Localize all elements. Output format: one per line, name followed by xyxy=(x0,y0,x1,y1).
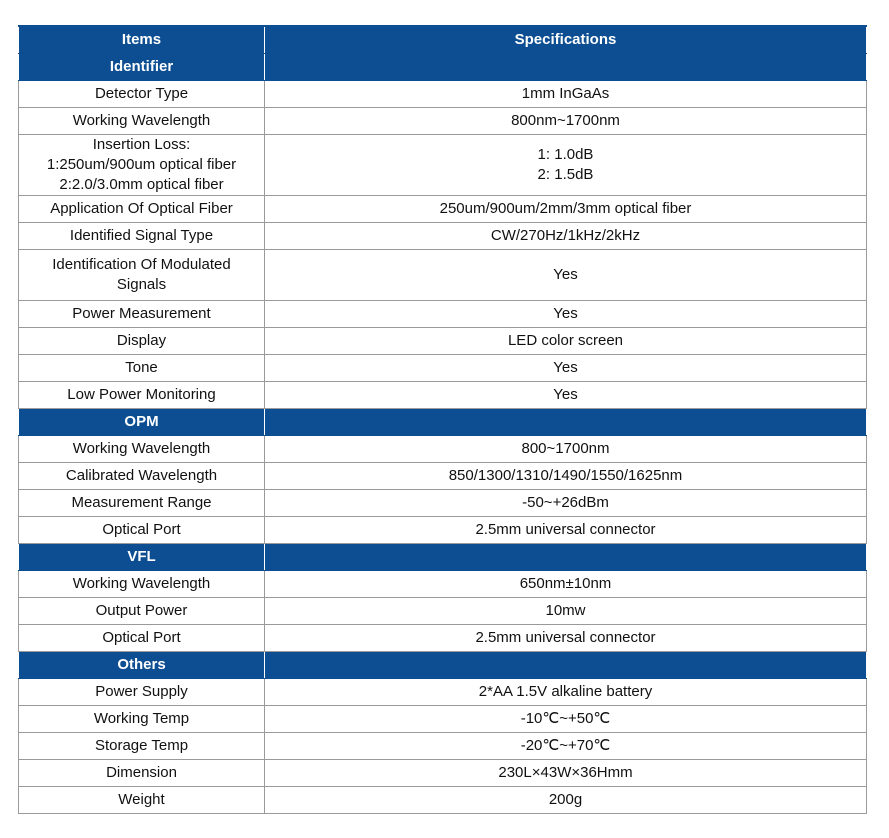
spec-text: Yes xyxy=(553,359,578,376)
item-text: Working Wavelength xyxy=(72,112,211,129)
table-row xyxy=(19,382,867,409)
table-row xyxy=(19,301,867,328)
table-row xyxy=(19,436,867,463)
spec-text: 1: 1.0dB xyxy=(537,146,594,163)
section-header-row xyxy=(19,54,867,81)
section-title: OPM xyxy=(19,409,265,436)
spec-cell xyxy=(265,598,867,625)
item-cell xyxy=(19,382,265,409)
item-text: Identified Signal Type xyxy=(69,227,214,244)
item-cell xyxy=(19,196,265,223)
item-text: Identification Of Modulated xyxy=(52,256,231,273)
spec-text: 230L×43W×36Hmm xyxy=(498,764,633,781)
table-row xyxy=(19,625,867,652)
table-row xyxy=(19,706,867,733)
item-cell xyxy=(19,463,265,490)
spec-cell xyxy=(265,625,867,652)
spec-text: Yes xyxy=(553,266,578,283)
items-column-header: Items xyxy=(19,26,265,54)
item-cell xyxy=(19,81,265,108)
spec-cell xyxy=(265,436,867,463)
spec-text: 2*AA 1.5V alkaline battery xyxy=(478,683,653,700)
spec-text: 800~1700nm xyxy=(521,440,610,457)
spec-cell xyxy=(265,706,867,733)
section-header-filler xyxy=(265,544,867,571)
spec-cell xyxy=(265,196,867,223)
item-text: Working Wavelength xyxy=(72,575,211,592)
spec-cell xyxy=(265,355,867,382)
item-text: Storage Temp xyxy=(94,737,189,754)
spec-text: -10℃~+50℃ xyxy=(520,710,611,727)
item-cell xyxy=(19,250,265,301)
table-row xyxy=(19,760,867,787)
item-text: Measurement Range xyxy=(71,494,212,511)
item-text: Optical Port xyxy=(102,629,181,646)
spec-text: 650nm±10nm xyxy=(519,575,612,592)
table-row xyxy=(19,250,867,301)
spec-text: 800nm~1700nm xyxy=(511,112,620,129)
item-cell xyxy=(19,328,265,355)
item-cell xyxy=(19,679,265,706)
table-row xyxy=(19,787,867,814)
spec-text: -20℃~+70℃ xyxy=(520,737,611,754)
table-row xyxy=(19,355,867,382)
item-text: Power Measurement xyxy=(72,305,211,322)
item-text: Signals xyxy=(116,276,167,293)
item-text: Insertion Loss: xyxy=(92,136,191,153)
spec-cell xyxy=(265,490,867,517)
item-cell xyxy=(19,135,265,196)
section-header-row xyxy=(19,544,867,571)
spec-cell xyxy=(265,135,867,196)
item-text: Tone xyxy=(125,359,158,376)
item-text: Working Temp xyxy=(93,710,190,727)
section-title: Identifier xyxy=(19,54,265,81)
spec-cell xyxy=(265,108,867,135)
table-row xyxy=(19,196,867,223)
item-cell xyxy=(19,598,265,625)
spec-cell xyxy=(265,517,867,544)
section-header-row xyxy=(19,652,867,679)
section-header-filler xyxy=(265,54,867,81)
item-text: Dimension xyxy=(106,764,177,781)
specifications-table xyxy=(18,25,867,814)
spec-text: 1mm InGaAs xyxy=(521,85,610,102)
spec-cell xyxy=(265,382,867,409)
section-header-row xyxy=(19,409,867,436)
spec-text: 2: 1.5dB xyxy=(537,166,594,183)
spec-text: Yes xyxy=(553,305,578,322)
spec-text: LED color screen xyxy=(507,332,624,349)
table-row xyxy=(19,328,867,355)
spec-cell xyxy=(265,463,867,490)
table-row xyxy=(19,598,867,625)
spec-text: 2.5mm universal connector xyxy=(475,521,656,538)
item-text: Detector Type xyxy=(94,85,189,102)
spec-text: 250um/900um/2mm/3mm optical fiber xyxy=(439,200,692,217)
spec-cell xyxy=(265,328,867,355)
table-row xyxy=(19,679,867,706)
item-cell xyxy=(19,108,265,135)
table-row xyxy=(19,571,867,598)
spec-cell xyxy=(265,250,867,301)
spec-text: -50~+26dBm xyxy=(522,494,609,511)
table-row xyxy=(19,108,867,135)
section-header-filler xyxy=(265,409,867,436)
item-cell xyxy=(19,436,265,463)
item-cell xyxy=(19,301,265,328)
item-cell xyxy=(19,625,265,652)
spec-cell xyxy=(265,787,867,814)
spec-cell xyxy=(265,679,867,706)
item-cell xyxy=(19,571,265,598)
spec-text: 200g xyxy=(548,791,583,808)
table-body xyxy=(19,54,867,814)
spec-text: 2.5mm universal connector xyxy=(475,629,656,646)
spec-cell xyxy=(265,733,867,760)
item-text: Weight xyxy=(118,791,165,808)
spec-text: 10mw xyxy=(545,602,586,619)
table-row xyxy=(19,81,867,108)
spec-cell xyxy=(265,571,867,598)
item-text: 1:250um/900um optical fiber xyxy=(46,156,237,173)
item-cell xyxy=(19,787,265,814)
spec-cell xyxy=(265,760,867,787)
section-title: VFL xyxy=(19,544,265,571)
item-cell xyxy=(19,490,265,517)
item-text: 2:2.0/3.0mm optical fiber xyxy=(59,176,224,193)
table-row xyxy=(19,463,867,490)
specifications-column-header: Specifications xyxy=(265,26,867,54)
section-header-filler xyxy=(265,652,867,679)
item-text: Display xyxy=(116,332,167,349)
item-cell xyxy=(19,760,265,787)
spec-text: CW/270Hz/1kHz/2kHz xyxy=(490,227,641,244)
table-row xyxy=(19,517,867,544)
item-cell xyxy=(19,517,265,544)
section-title: Others xyxy=(19,652,265,679)
table-row xyxy=(19,733,867,760)
item-text: Working Wavelength xyxy=(72,440,211,457)
item-cell xyxy=(19,733,265,760)
item-cell xyxy=(19,706,265,733)
table-row xyxy=(19,135,867,196)
item-text: Calibrated Wavelength xyxy=(65,467,218,484)
spec-cell xyxy=(265,81,867,108)
spec-text: 850/1300/1310/1490/1550/1625nm xyxy=(448,467,683,484)
item-text: Application Of Optical Fiber xyxy=(50,200,233,217)
item-text: Power Supply xyxy=(95,683,188,700)
table-header-row xyxy=(19,26,867,54)
item-text: Output Power xyxy=(95,602,188,619)
item-cell xyxy=(19,355,265,382)
item-text: Optical Port xyxy=(102,521,181,538)
spec-cell xyxy=(265,223,867,250)
item-cell xyxy=(19,223,265,250)
table-row xyxy=(19,490,867,517)
spec-text: Yes xyxy=(553,386,578,403)
table-row xyxy=(19,223,867,250)
item-text: Low Power Monitoring xyxy=(67,386,216,403)
spec-cell xyxy=(265,301,867,328)
